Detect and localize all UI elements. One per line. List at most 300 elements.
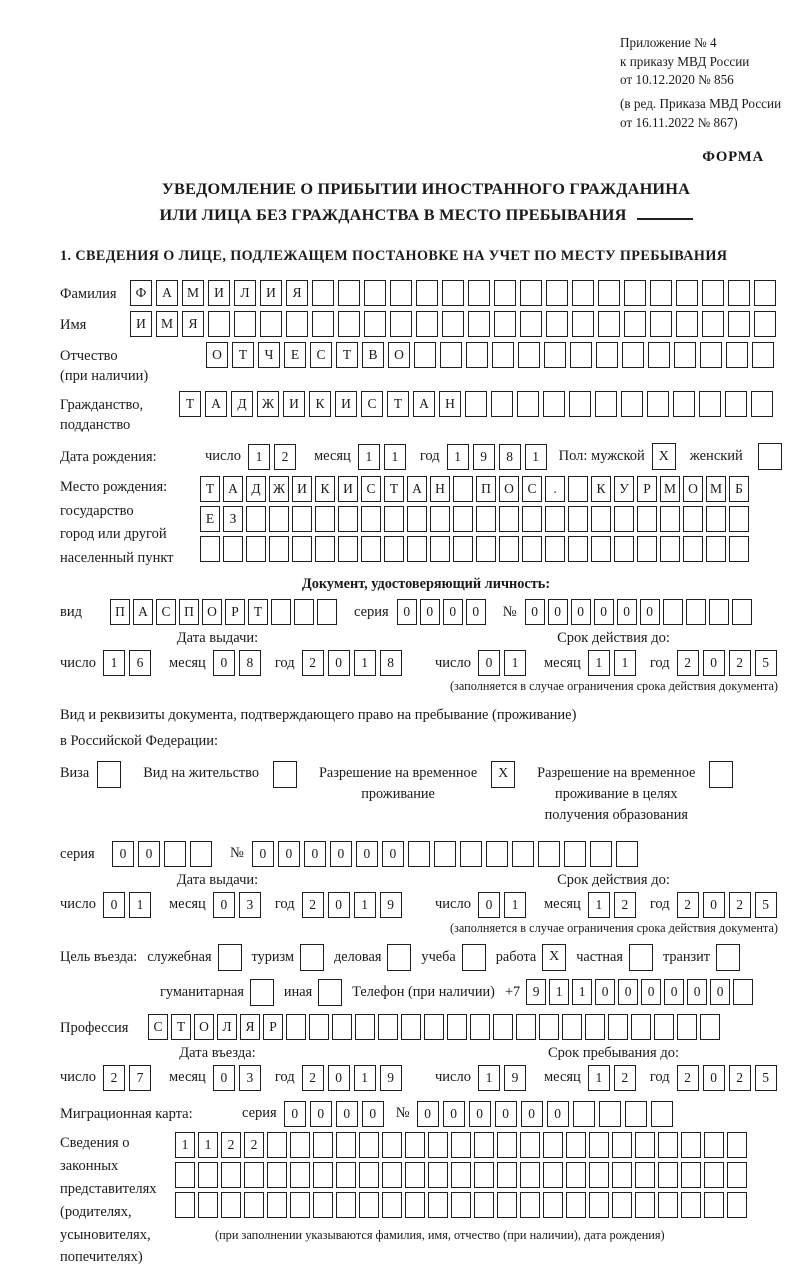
char-cell[interactable] <box>545 506 565 532</box>
char-cell[interactable]: 0 <box>478 892 500 918</box>
char-cell[interactable] <box>407 536 427 562</box>
char-cell[interactable] <box>568 536 588 562</box>
char-cell[interactable]: 1 <box>588 1065 610 1091</box>
char-cell[interactable] <box>317 599 337 625</box>
char-cell[interactable] <box>190 841 212 867</box>
char-cell[interactable] <box>497 1162 517 1188</box>
char-cell[interactable] <box>405 1162 425 1188</box>
char-cell[interactable] <box>539 1014 559 1040</box>
char-cell[interactable] <box>727 1162 747 1188</box>
char-cell[interactable]: П <box>110 599 130 625</box>
char-cell[interactable]: 1 <box>248 444 270 470</box>
char-cell[interactable] <box>401 1014 421 1040</box>
char-cell[interactable]: Е <box>284 342 306 368</box>
char-cell[interactable] <box>470 1014 490 1040</box>
char-cell[interactable]: 8 <box>380 650 402 676</box>
char-cell[interactable]: 2 <box>244 1132 264 1158</box>
char-cell[interactable]: 1 <box>354 892 376 918</box>
char-cell[interactable] <box>538 841 560 867</box>
char-cell[interactable]: А <box>133 599 153 625</box>
char-cell[interactable]: 0 <box>547 1101 569 1127</box>
char-cell[interactable] <box>751 391 773 417</box>
char-cell[interactable] <box>650 311 672 337</box>
char-cell[interactable] <box>681 1132 701 1158</box>
char-cell[interactable]: 0 <box>304 841 326 867</box>
char-cell[interactable] <box>428 1132 448 1158</box>
char-cell[interactable]: 1 <box>354 650 376 676</box>
char-cell[interactable]: И <box>260 280 282 306</box>
char-cell[interactable] <box>474 1192 494 1218</box>
char-cell[interactable]: 1 <box>384 444 406 470</box>
female-checkbox[interactable] <box>758 443 782 470</box>
char-cell[interactable]: 0 <box>687 979 707 1005</box>
char-cell[interactable] <box>313 1132 333 1158</box>
char-cell[interactable]: А <box>407 476 427 502</box>
char-cell[interactable] <box>246 506 266 532</box>
char-cell[interactable]: 9 <box>504 1065 526 1091</box>
char-cell[interactable] <box>614 536 634 562</box>
char-cell[interactable]: 2 <box>302 892 324 918</box>
char-cell[interactable] <box>428 1162 448 1188</box>
char-cell[interactable] <box>164 841 186 867</box>
char-cell[interactable] <box>338 506 358 532</box>
char-cell[interactable] <box>497 1192 517 1218</box>
char-cell[interactable] <box>676 280 698 306</box>
char-cell[interactable] <box>221 1162 241 1188</box>
char-cell[interactable] <box>726 342 748 368</box>
char-cell[interactable]: 9 <box>380 1065 402 1091</box>
char-cell[interactable] <box>512 841 534 867</box>
char-cell[interactable]: Д <box>231 391 253 417</box>
char-cell[interactable] <box>673 391 695 417</box>
char-cell[interactable]: К <box>591 476 611 502</box>
char-cell[interactable]: 2 <box>677 892 699 918</box>
char-cell[interactable]: 0 <box>664 979 684 1005</box>
char-cell[interactable] <box>702 311 724 337</box>
char-cell[interactable] <box>700 342 722 368</box>
char-cell[interactable]: 8 <box>239 650 261 676</box>
char-cell[interactable]: 2 <box>103 1065 125 1091</box>
char-cell[interactable]: С <box>361 391 383 417</box>
char-cell[interactable]: 0 <box>478 650 500 676</box>
char-cell[interactable]: 2 <box>729 1065 751 1091</box>
char-cell[interactable] <box>658 1132 678 1158</box>
char-cell[interactable] <box>364 280 386 306</box>
char-cell[interactable] <box>384 536 404 562</box>
char-cell[interactable] <box>566 1192 586 1218</box>
char-cell[interactable]: Д <box>246 476 266 502</box>
char-cell[interactable]: 9 <box>473 444 495 470</box>
char-cell[interactable]: И <box>283 391 305 417</box>
char-cell[interactable]: 0 <box>328 892 350 918</box>
char-cell[interactable] <box>683 506 703 532</box>
char-cell[interactable]: 2 <box>274 444 296 470</box>
char-cell[interactable] <box>647 391 669 417</box>
char-cell[interactable] <box>451 1132 471 1158</box>
char-cell[interactable] <box>616 841 638 867</box>
char-cell[interactable] <box>428 1192 448 1218</box>
char-cell[interactable] <box>728 311 750 337</box>
char-cell[interactable]: У <box>614 476 634 502</box>
char-cell[interactable] <box>520 1132 540 1158</box>
char-cell[interactable] <box>271 599 291 625</box>
char-cell[interactable] <box>543 1162 563 1188</box>
char-cell[interactable]: 0 <box>213 650 235 676</box>
residence-permit-checkbox[interactable] <box>273 761 297 788</box>
char-cell[interactable]: О <box>206 342 228 368</box>
char-cell[interactable]: 0 <box>362 1101 384 1127</box>
char-cell[interactable] <box>700 1014 720 1040</box>
char-cell[interactable] <box>589 1192 609 1218</box>
char-cell[interactable] <box>267 1132 287 1158</box>
char-cell[interactable] <box>614 506 634 532</box>
char-cell[interactable]: 0 <box>703 1065 725 1091</box>
char-cell[interactable] <box>706 506 726 532</box>
char-cell[interactable] <box>359 1132 379 1158</box>
char-cell[interactable]: Е <box>200 506 220 532</box>
char-cell[interactable] <box>648 342 670 368</box>
char-cell[interactable]: Т <box>179 391 201 417</box>
char-cell[interactable]: Т <box>171 1014 191 1040</box>
char-cell[interactable]: 0 <box>284 1101 306 1127</box>
char-cell[interactable] <box>635 1132 655 1158</box>
char-cell[interactable] <box>493 1014 513 1040</box>
char-cell[interactable] <box>686 599 706 625</box>
char-cell[interactable]: 0 <box>213 892 235 918</box>
char-cell[interactable] <box>434 841 456 867</box>
char-cell[interactable] <box>564 841 586 867</box>
char-cell[interactable]: С <box>522 476 542 502</box>
char-cell[interactable]: 1 <box>447 444 469 470</box>
char-cell[interactable] <box>234 311 256 337</box>
char-cell[interactable] <box>361 506 381 532</box>
char-cell[interactable] <box>408 841 430 867</box>
char-cell[interactable]: 0 <box>330 841 352 867</box>
char-cell[interactable] <box>650 280 672 306</box>
char-cell[interactable] <box>754 280 776 306</box>
char-cell[interactable]: М <box>182 280 204 306</box>
char-cell[interactable] <box>494 311 516 337</box>
char-cell[interactable] <box>286 311 308 337</box>
char-cell[interactable] <box>573 1101 595 1127</box>
char-cell[interactable]: Т <box>384 476 404 502</box>
char-cell[interactable] <box>336 1192 356 1218</box>
char-cell[interactable]: Ж <box>269 476 289 502</box>
char-cell[interactable]: 1 <box>588 650 610 676</box>
char-cell[interactable] <box>568 506 588 532</box>
char-cell[interactable]: Н <box>430 476 450 502</box>
char-cell[interactable]: А <box>413 391 435 417</box>
char-cell[interactable] <box>390 280 412 306</box>
char-cell[interactable]: 0 <box>336 1101 358 1127</box>
char-cell[interactable] <box>543 1132 563 1158</box>
char-cell[interactable] <box>407 506 427 532</box>
char-cell[interactable]: С <box>310 342 332 368</box>
char-cell[interactable]: Ч <box>258 342 280 368</box>
char-cell[interactable] <box>624 311 646 337</box>
char-cell[interactable] <box>658 1162 678 1188</box>
char-cell[interactable] <box>290 1162 310 1188</box>
char-cell[interactable] <box>208 311 230 337</box>
char-cell[interactable]: 0 <box>356 841 378 867</box>
char-cell[interactable] <box>292 506 312 532</box>
char-cell[interactable] <box>430 506 450 532</box>
char-cell[interactable] <box>405 1192 425 1218</box>
purpose-study-checkbox[interactable] <box>462 944 486 971</box>
char-cell[interactable]: Т <box>232 342 254 368</box>
char-cell[interactable] <box>244 1192 264 1218</box>
char-cell[interactable] <box>635 1162 655 1188</box>
char-cell[interactable]: 1 <box>504 892 526 918</box>
char-cell[interactable] <box>223 536 243 562</box>
char-cell[interactable] <box>704 1132 724 1158</box>
char-cell[interactable]: О <box>499 476 519 502</box>
char-cell[interactable] <box>494 280 516 306</box>
char-cell[interactable] <box>658 1192 678 1218</box>
char-cell[interactable]: 9 <box>380 892 402 918</box>
char-cell[interactable] <box>497 1132 517 1158</box>
char-cell[interactable]: И <box>130 311 152 337</box>
char-cell[interactable] <box>570 342 592 368</box>
char-cell[interactable] <box>416 280 438 306</box>
char-cell[interactable] <box>660 536 680 562</box>
char-cell[interactable] <box>286 1014 306 1040</box>
char-cell[interactable] <box>663 599 683 625</box>
char-cell[interactable]: Л <box>234 280 256 306</box>
char-cell[interactable]: Р <box>637 476 657 502</box>
char-cell[interactable] <box>430 536 450 562</box>
char-cell[interactable]: 1 <box>549 979 569 1005</box>
char-cell[interactable] <box>384 506 404 532</box>
char-cell[interactable] <box>568 476 588 502</box>
char-cell[interactable] <box>572 311 594 337</box>
char-cell[interactable]: 2 <box>729 892 751 918</box>
char-cell[interactable]: 0 <box>618 979 638 1005</box>
char-cell[interactable]: 1 <box>354 1065 376 1091</box>
char-cell[interactable] <box>543 1192 563 1218</box>
purpose-other-checkbox[interactable] <box>318 979 342 1006</box>
char-cell[interactable]: А <box>156 280 178 306</box>
char-cell[interactable]: М <box>156 311 178 337</box>
char-cell[interactable] <box>361 536 381 562</box>
char-cell[interactable] <box>382 1132 402 1158</box>
char-cell[interactable]: 2 <box>677 650 699 676</box>
char-cell[interactable] <box>612 1192 632 1218</box>
char-cell[interactable]: 6 <box>129 650 151 676</box>
char-cell[interactable]: Н <box>439 391 461 417</box>
char-cell[interactable]: К <box>309 391 331 417</box>
char-cell[interactable]: П <box>476 476 496 502</box>
char-cell[interactable] <box>520 311 542 337</box>
char-cell[interactable] <box>200 536 220 562</box>
char-cell[interactable]: О <box>202 599 222 625</box>
char-cell[interactable] <box>566 1162 586 1188</box>
char-cell[interactable] <box>572 280 594 306</box>
char-cell[interactable] <box>674 342 696 368</box>
char-cell[interactable]: 2 <box>302 1065 324 1091</box>
char-cell[interactable] <box>476 506 496 532</box>
char-cell[interactable]: 2 <box>614 1065 636 1091</box>
char-cell[interactable] <box>543 391 565 417</box>
char-cell[interactable] <box>267 1192 287 1218</box>
char-cell[interactable] <box>545 536 565 562</box>
char-cell[interactable] <box>460 841 482 867</box>
char-cell[interactable]: Л <box>217 1014 237 1040</box>
char-cell[interactable]: 2 <box>221 1132 241 1158</box>
char-cell[interactable]: 0 <box>213 1065 235 1091</box>
char-cell[interactable]: И <box>338 476 358 502</box>
char-cell[interactable]: 0 <box>641 979 661 1005</box>
purpose-private-checkbox[interactable] <box>629 944 653 971</box>
char-cell[interactable] <box>704 1162 724 1188</box>
char-cell[interactable] <box>292 536 312 562</box>
char-cell[interactable]: 1 <box>588 892 610 918</box>
char-cell[interactable]: Т <box>336 342 358 368</box>
char-cell[interactable]: О <box>194 1014 214 1040</box>
char-cell[interactable] <box>175 1192 195 1218</box>
char-cell[interactable] <box>336 1162 356 1188</box>
char-cell[interactable]: 2 <box>677 1065 699 1091</box>
char-cell[interactable] <box>522 536 542 562</box>
char-cell[interactable] <box>313 1192 333 1218</box>
char-cell[interactable]: С <box>361 476 381 502</box>
char-cell[interactable]: 0 <box>595 979 615 1005</box>
char-cell[interactable] <box>442 311 464 337</box>
char-cell[interactable] <box>198 1162 218 1188</box>
char-cell[interactable]: Я <box>240 1014 260 1040</box>
char-cell[interactable] <box>596 342 618 368</box>
char-cell[interactable] <box>466 342 488 368</box>
char-cell[interactable]: 8 <box>499 444 521 470</box>
char-cell[interactable] <box>754 311 776 337</box>
char-cell[interactable] <box>312 280 334 306</box>
char-cell[interactable]: Т <box>200 476 220 502</box>
char-cell[interactable]: 0 <box>495 1101 517 1127</box>
char-cell[interactable]: 0 <box>594 599 614 625</box>
temp-permit-checkbox[interactable]: X <box>491 761 515 788</box>
char-cell[interactable] <box>727 1192 747 1218</box>
char-cell[interactable] <box>591 506 611 532</box>
char-cell[interactable] <box>486 841 508 867</box>
char-cell[interactable]: К <box>315 476 335 502</box>
char-cell[interactable]: 5 <box>755 892 777 918</box>
char-cell[interactable] <box>631 1014 651 1040</box>
char-cell[interactable] <box>499 506 519 532</box>
char-cell[interactable] <box>562 1014 582 1040</box>
char-cell[interactable] <box>637 506 657 532</box>
char-cell[interactable] <box>520 1162 540 1188</box>
char-cell[interactable]: П <box>179 599 199 625</box>
char-cell[interactable] <box>676 311 698 337</box>
char-cell[interactable] <box>338 536 358 562</box>
char-cell[interactable] <box>518 342 540 368</box>
char-cell[interactable] <box>660 506 680 532</box>
char-cell[interactable] <box>681 1192 701 1218</box>
char-cell[interactable] <box>175 1162 195 1188</box>
char-cell[interactable] <box>405 1132 425 1158</box>
char-cell[interactable] <box>517 391 539 417</box>
char-cell[interactable]: 0 <box>112 841 134 867</box>
char-cell[interactable] <box>244 1162 264 1188</box>
char-cell[interactable] <box>544 342 566 368</box>
temp-permit-edu-checkbox[interactable] <box>709 761 733 788</box>
char-cell[interactable] <box>269 506 289 532</box>
char-cell[interactable]: 0 <box>328 650 350 676</box>
char-cell[interactable]: 0 <box>703 650 725 676</box>
char-cell[interactable]: 3 <box>239 892 261 918</box>
char-cell[interactable]: О <box>683 476 703 502</box>
char-cell[interactable]: 0 <box>571 599 591 625</box>
char-cell[interactable]: 0 <box>466 599 486 625</box>
char-cell[interactable]: Я <box>182 311 204 337</box>
char-cell[interactable]: 0 <box>397 599 417 625</box>
char-cell[interactable]: М <box>660 476 680 502</box>
char-cell[interactable] <box>390 311 412 337</box>
char-cell[interactable] <box>590 841 612 867</box>
char-cell[interactable] <box>566 1132 586 1158</box>
char-cell[interactable] <box>589 1132 609 1158</box>
purpose-tourism-checkbox[interactable] <box>300 944 324 971</box>
char-cell[interactable]: 2 <box>729 650 751 676</box>
char-cell[interactable]: 0 <box>640 599 660 625</box>
char-cell[interactable]: Р <box>225 599 245 625</box>
char-cell[interactable] <box>338 311 360 337</box>
char-cell[interactable] <box>546 280 568 306</box>
char-cell[interactable] <box>520 1192 540 1218</box>
char-cell[interactable] <box>585 1014 605 1040</box>
char-cell[interactable] <box>729 536 749 562</box>
char-cell[interactable] <box>752 342 774 368</box>
char-cell[interactable] <box>546 311 568 337</box>
char-cell[interactable]: И <box>292 476 312 502</box>
char-cell[interactable] <box>598 311 620 337</box>
char-cell[interactable] <box>522 506 542 532</box>
char-cell[interactable] <box>729 506 749 532</box>
char-cell[interactable]: 0 <box>138 841 160 867</box>
char-cell[interactable] <box>499 536 519 562</box>
char-cell[interactable] <box>468 311 490 337</box>
char-cell[interactable] <box>416 311 438 337</box>
char-cell[interactable] <box>465 391 487 417</box>
char-cell[interactable] <box>683 536 703 562</box>
char-cell[interactable] <box>451 1192 471 1218</box>
char-cell[interactable] <box>260 311 282 337</box>
char-cell[interactable]: 1 <box>198 1132 218 1158</box>
char-cell[interactable] <box>595 391 617 417</box>
char-cell[interactable] <box>468 280 490 306</box>
char-cell[interactable] <box>246 536 266 562</box>
char-cell[interactable] <box>315 536 335 562</box>
char-cell[interactable] <box>382 1162 402 1188</box>
char-cell[interactable] <box>267 1162 287 1188</box>
char-cell[interactable]: Т <box>248 599 268 625</box>
char-cell[interactable]: З <box>223 506 243 532</box>
char-cell[interactable]: 0 <box>443 599 463 625</box>
char-cell[interactable]: 2 <box>614 892 636 918</box>
purpose-transit-checkbox[interactable] <box>716 944 740 971</box>
char-cell[interactable]: Т <box>387 391 409 417</box>
char-cell[interactable]: 0 <box>525 599 545 625</box>
char-cell[interactable]: 1 <box>614 650 636 676</box>
char-cell[interactable]: 1 <box>572 979 592 1005</box>
char-cell[interactable]: 0 <box>710 979 730 1005</box>
char-cell[interactable] <box>198 1192 218 1218</box>
char-cell[interactable] <box>492 342 514 368</box>
char-cell[interactable] <box>453 476 473 502</box>
char-cell[interactable] <box>681 1162 701 1188</box>
char-cell[interactable] <box>424 1014 444 1040</box>
char-cell[interactable] <box>699 391 721 417</box>
